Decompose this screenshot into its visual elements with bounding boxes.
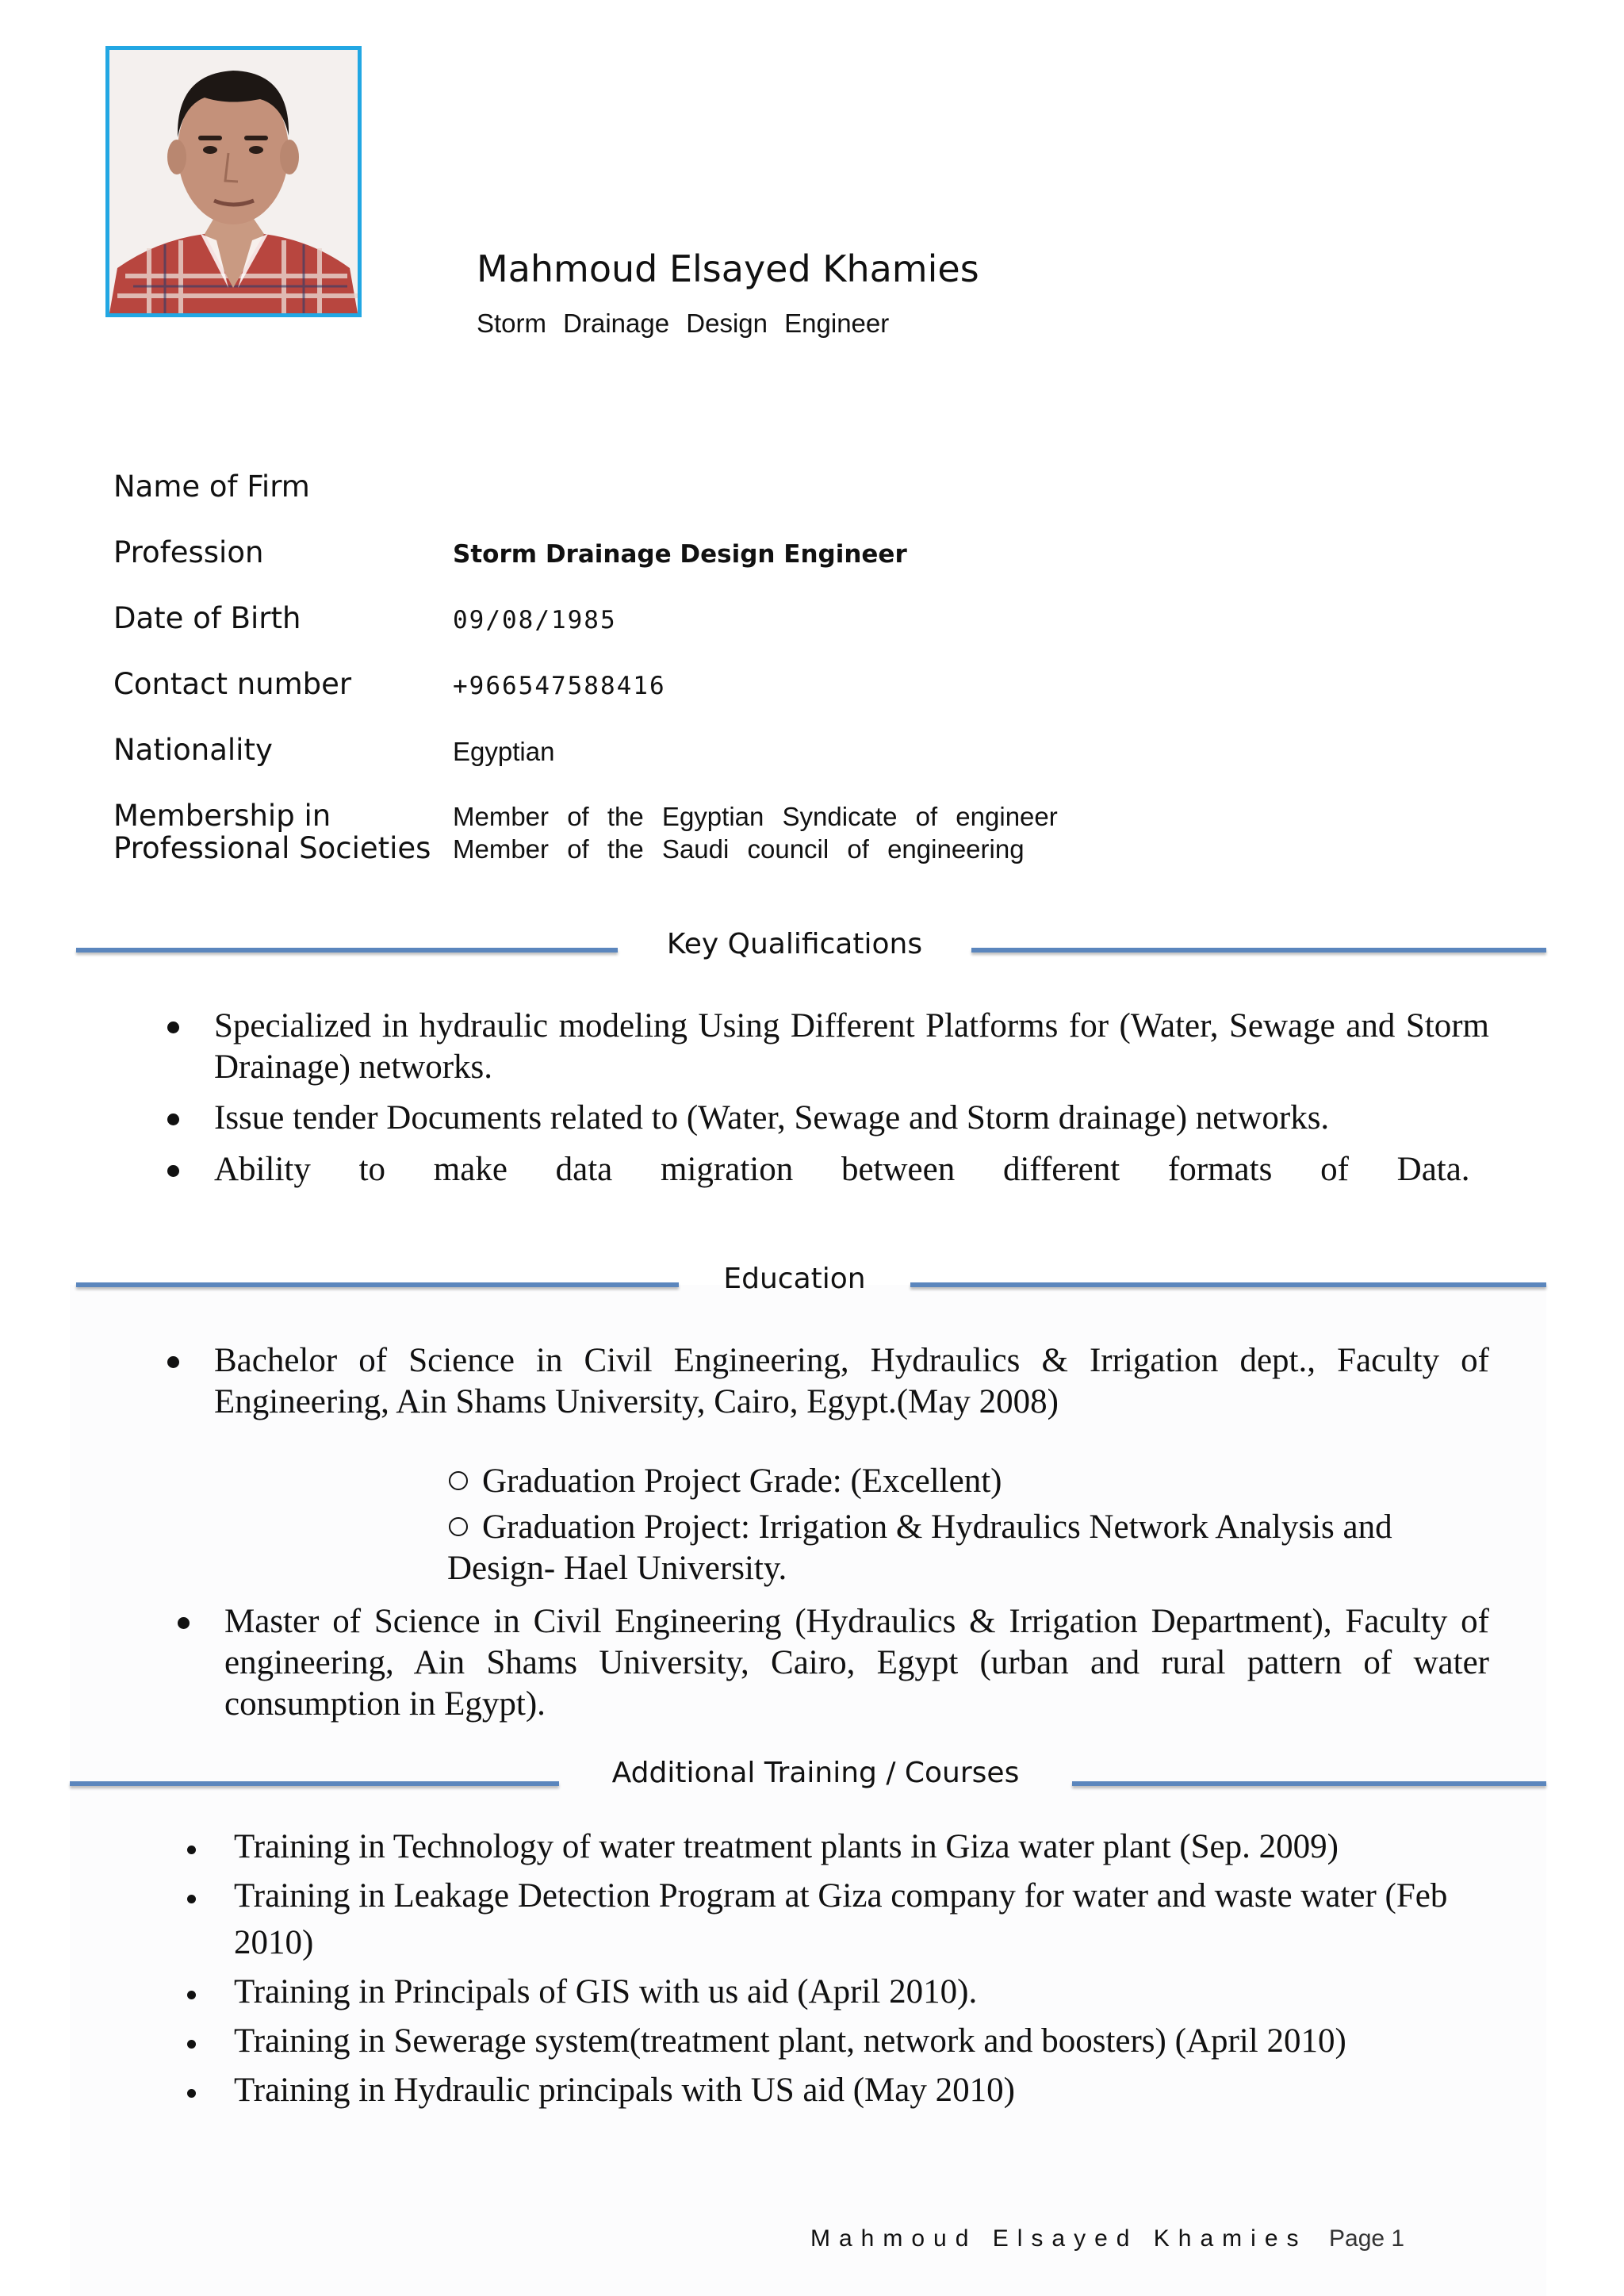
training-item: Training in Hydraulic principals with US aid (May 2010)	[234, 2072, 1015, 2109]
training-item: Training in Principals of GIS with us aid (April 2010).	[234, 1973, 978, 2010]
contact-value: +966547588416	[453, 672, 666, 700]
training-title: Additional Training / Courses	[611, 1757, 1020, 1789]
nationality-label: Nationality	[113, 733, 273, 767]
education-master: Master of Science in Civil Engineering (Hydraulics & Irrigation Department), Faculty of engineering, Ain Shams University, Cairo, Egypt (urban and rural pattern of water consumption in Egypt).	[224, 1603, 1489, 1723]
section-rule-right	[1072, 1781, 1546, 1786]
education-bachelor: Bachelor of Science in Civil Engineering, Hydraulics & Irrigation dept., Faculty of Engineering, Ain Shams University, Cairo, Egypt.(May 2008)	[214, 1342, 1489, 1420]
education-title: Education	[723, 1263, 866, 1295]
qualification-item: Issue tender Documents related to (Water, Sewage and Storm drainage) networks.	[214, 1099, 1330, 1137]
firm-label: Name of Firm	[113, 470, 310, 504]
section-rule-right	[971, 948, 1546, 953]
section-rule-left	[76, 1282, 679, 1287]
membership-label-line1: Membership in	[113, 799, 331, 833]
candidate-subtitle: Storm Drainage Design Engineer	[477, 309, 890, 338]
education-sub-item: Graduation Project: Irrigation & Hydraulics Network Analysis and	[449, 1507, 1496, 1548]
profession-label: Profession	[113, 535, 264, 569]
qualification-item: Specialized in hydraulic modeling Using Different Platforms for (Water, Sewage and Storm Drainage) networks.	[214, 1007, 1489, 1086]
section-rule-right	[910, 1282, 1546, 1287]
key-qualifications-title: Key Qualifications	[666, 928, 923, 960]
nationality-value: Egyptian	[453, 737, 555, 766]
qualification-item: Ability to make data migration between different formats of Data.	[214, 1151, 1470, 1188]
lower-background-panel	[70, 1285, 1546, 2296]
bullet	[187, 1991, 196, 1999]
membership-value-line1: Member of the Egyptian Syndicate of engineer	[453, 802, 1058, 831]
section-rule-left	[70, 1781, 559, 1786]
dob-value: 09/08/1985	[453, 606, 617, 634]
bullet	[178, 1617, 190, 1629]
section-rule-left	[76, 948, 618, 953]
bullet	[187, 1846, 196, 1854]
circle-bullet	[449, 1517, 468, 1536]
training-item: Training in Sewerage system(treatment plant, network and boosters) (April 2010)	[234, 2022, 1346, 2060]
bullet	[187, 2089, 196, 2098]
education-sub-item-continued: Design- Hael University.	[447, 1550, 787, 1587]
profession-value: Storm Drainage Design Engineer	[453, 540, 907, 569]
bullet	[167, 1356, 179, 1368]
membership-value-line2: Member of the Saudi council of engineering	[453, 834, 1025, 864]
page-number: Page 1	[1329, 2225, 1405, 2252]
bullet	[167, 1022, 179, 1033]
education-sub-item: Graduation Project Grade: (Excellent)	[449, 1461, 1496, 1502]
bullet	[167, 1165, 179, 1177]
candidate-name: Mahmoud Elsayed Khamies	[477, 247, 979, 290]
training-item: Training in Leakage Detection Program at Giza company for water and waste water (Feb	[234, 1877, 1448, 1915]
bullet	[187, 2040, 196, 2049]
profile-photo	[105, 46, 362, 317]
training-item: Training in Technology of water treatment plants in Giza water plant (Sep. 2009)	[234, 1828, 1339, 1865]
bullet	[187, 1895, 196, 1903]
dob-label: Date of Birth	[113, 601, 301, 635]
circle-bullet	[449, 1471, 468, 1490]
bullet	[167, 1114, 179, 1125]
contact-label: Contact number	[113, 667, 352, 701]
training-item-continued: 2010)	[234, 1924, 314, 1961]
footer-name: Mahmoud Elsayed Khamies	[810, 2225, 1308, 2252]
membership-label-line2: Professional Societies	[113, 831, 431, 865]
